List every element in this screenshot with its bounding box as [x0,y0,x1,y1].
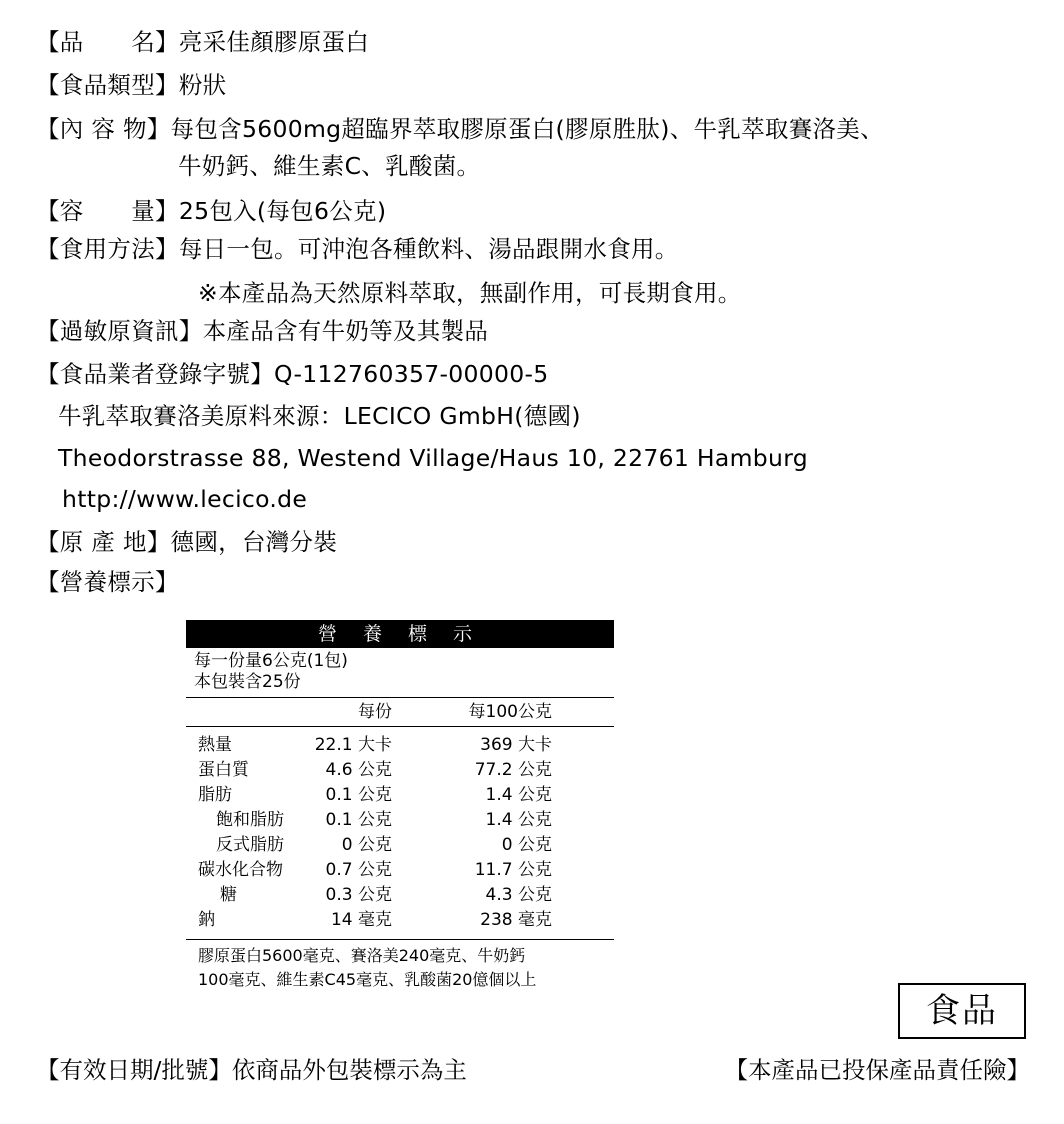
nutrient-per-serving: 22.1 大卡 [314,735,392,755]
product-name-row [36,27,369,57]
volume-label: 【容 量】 [36,197,179,225]
column-headers [186,698,614,726]
nutrition-row [186,733,614,758]
nutrient-name: 蛋白質 [198,760,249,780]
col-per-100g: 每100公克 [468,702,552,722]
url-line: http://www.lecico.de [62,485,308,513]
nutrition-row [186,758,614,783]
expiry-note: 【有效日期/批號】依商品外包裝標示為主 [36,1056,467,1084]
registration-value: Q-112760357-00000-5 [274,360,549,388]
nutrient-name: 碳水化合物 [198,860,283,880]
usage-value: 每日一包。可沖泡各種飲料、湯品跟開水食用。 [178,235,679,263]
nutrient-name: 飽和脂肪 [216,810,284,830]
product-name-value: 亮采佳顏膠原蛋白 [178,28,370,56]
nutrition-row [186,783,614,808]
usage-label: 【食用方法】 [36,235,179,263]
address-line: Theodorstrasse 88, Westend Village/Haus 10, 22761 Hamburg [58,444,808,472]
nutrient-per-100g: 11.7 公克 [474,860,552,880]
insurance-note: 【本產品已投保產品責任險】 [724,1056,1030,1084]
contents-row-continued: 牛奶鈣、維生素C、乳酸菌。 [178,152,481,180]
nutrition-row [186,908,614,933]
nutrient-per-serving: 0.3 公克 [325,885,392,905]
nutrient-name: 熱量 [198,735,232,755]
nutrition-panel [186,620,614,992]
contents-value: 每包含5600mg超臨界萃取膠原蛋白(膠原胜肽)、牛乳萃取賽洛美、 [170,115,884,143]
nutrient-per-serving: 0.1 公克 [325,810,392,830]
nutrient-per-100g: 77.2 公克 [474,760,552,780]
nutrient-per-serving: 0.7 公克 [325,860,392,880]
source-line: 牛乳萃取賽洛美原料來源：LECICO GmbH(德國) [58,402,581,430]
nutrient-per-100g: 1.4 公克 [485,785,552,805]
nutrition-title: 營 養 標 示 [186,620,614,648]
nutrient-per-serving: 4.6 公克 [325,760,392,780]
nutrition-note-line: 100毫克、維生素C45毫克、乳酸菌20億個以上 [198,970,537,989]
nutrient-per-serving: 14 毫克 [330,910,392,930]
origin-value: 德國，台灣分裝 [170,528,338,556]
serving-info [186,648,614,693]
nutrient-per-100g: 369 大卡 [480,735,552,755]
nutrient-per-serving: 0 公克 [341,835,392,855]
nutrient-per-100g: 1.4 公克 [485,810,552,830]
nutrition-row [186,858,614,883]
food-type-label: 【食品類型】 [36,71,179,99]
food-type-value: 粉狀 [178,71,227,99]
nutrient-name: 糖 [220,885,237,905]
servings-per-pack: 本包裝含25份 [194,672,301,692]
nutrient-per-100g: 238 毫克 [480,910,552,930]
nutrition-note [186,940,614,992]
contents-row [36,114,884,144]
nutrient-name: 脂肪 [198,785,232,805]
col-per-serving: 每份 [358,702,392,722]
serving-size: 每一份量6公克(1包) [194,651,348,671]
usage-row [36,234,679,264]
registration-label: 【食品業者登錄字號】 [36,360,274,388]
origin-row [36,527,337,557]
nutrient-per-serving: 0.1 公克 [325,785,392,805]
nutrition-row [186,883,614,908]
nutrition-row [186,833,614,858]
divider [186,726,614,727]
volume-value: 25包入(每包6公克) [178,197,387,225]
product-name-label: 【品 名】 [36,28,179,56]
volume-row [36,196,386,226]
allergen-label: 【過敏原資訊】 [36,317,203,345]
contents-label: 【內 容 物】 [36,115,171,143]
allergen-value: 本產品含有牛奶等及其製品 [202,317,489,345]
nutrition-note-line: 膠原蛋白5600毫克、賽洛美240毫克、牛奶鈣 [198,946,526,965]
registration-row [36,359,549,389]
nutrient-per-100g: 4.3 公克 [485,885,552,905]
nutrient-name: 鈉 [198,910,215,930]
nutrition-heading: 【營養標示】 [36,568,179,596]
food-badge: 食品 [898,983,1026,1039]
nutrition-row [186,808,614,833]
usage-note: ※本產品為天然原料萃取，無副作用，可長期食用。 [198,279,742,307]
food-type-row [36,70,226,100]
allergen-row [36,316,488,346]
nutrient-name: 反式脂肪 [216,835,284,855]
nutrient-per-100g: 0 公克 [501,835,552,855]
origin-label: 【原 產 地】 [36,528,171,556]
